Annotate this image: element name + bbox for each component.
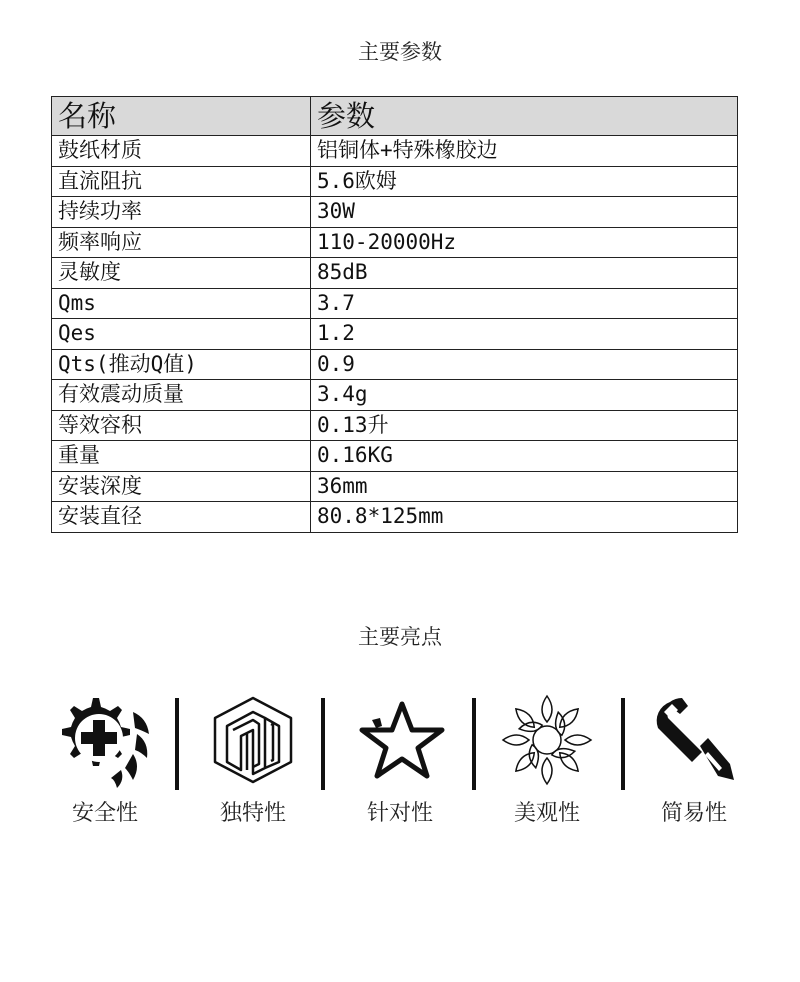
param-value-cell: 80.8*125mm: [311, 502, 738, 533]
param-name-cell: 直流阻抗: [52, 166, 311, 197]
feature-label: 针对性: [366, 801, 433, 826]
param-value-cell: 36mm: [311, 471, 738, 502]
table-row: [52, 227, 738, 258]
highlights-row: [0, 690, 800, 840]
table-row: [52, 166, 738, 197]
feature-targeted: [340, 690, 460, 827]
param-value-cell: 0.9: [311, 349, 738, 380]
feature-divider: [621, 698, 625, 790]
param-value-cell: 0.16KG: [311, 441, 738, 472]
table-row: [52, 410, 738, 441]
param-name-cell: 安装直径: [52, 502, 311, 533]
table-row: [52, 136, 738, 167]
highlights-section-title: 主要亮点: [358, 625, 442, 649]
feature-label: 美观性: [513, 801, 580, 826]
table-row: [52, 441, 738, 472]
table-row: [52, 349, 738, 380]
feature-label: 安全性: [71, 801, 138, 826]
param-name-cell: 安装深度: [52, 471, 311, 502]
params-section-title: 主要参数: [358, 40, 442, 64]
table-header-row: [52, 97, 738, 136]
feature-safety: [45, 690, 165, 827]
table-row: [52, 258, 738, 289]
param-name-cell: Qts(推动Q值): [52, 349, 311, 380]
param-name-cell: 有效震动质量: [52, 380, 311, 411]
header-value: 参数: [311, 97, 738, 136]
param-name-cell: Qms: [52, 288, 311, 319]
feature-label: 简易性: [660, 801, 727, 826]
param-value-cell: 30W: [311, 197, 738, 228]
table-row: [52, 288, 738, 319]
table-row: [52, 319, 738, 350]
param-value-cell: 1.2: [311, 319, 738, 350]
table-row: [52, 380, 738, 411]
param-name-cell: 鼓纸材质: [52, 136, 311, 167]
param-name-cell: 频率响应: [52, 227, 311, 258]
star-icon: [350, 690, 450, 790]
feature-divider: [472, 698, 476, 790]
param-value-cell: 铝铜体+特殊橡胶边: [311, 136, 738, 167]
table-row: [52, 502, 738, 533]
param-value-cell: 5.6欧姆: [311, 166, 738, 197]
feature-divider: [321, 698, 325, 790]
wrench-screwdriver-icon: [644, 690, 744, 790]
param-name-cell: 重量: [52, 441, 311, 472]
params-table: [51, 96, 738, 533]
feature-aesthetic: [487, 690, 607, 827]
feature-divider: [175, 698, 179, 790]
feature-label: 独特性: [219, 801, 286, 826]
param-name-cell: 灵敏度: [52, 258, 311, 289]
table-row: [52, 471, 738, 502]
param-name-cell: 等效容积: [52, 410, 311, 441]
flower-icon: [497, 690, 597, 790]
param-name-cell: 持续功率: [52, 197, 311, 228]
param-value-cell: 3.4g: [311, 380, 738, 411]
param-name-cell: Qes: [52, 319, 311, 350]
header-name: 名称: [52, 97, 311, 136]
param-value-cell: 3.7: [311, 288, 738, 319]
param-value-cell: 110-20000Hz: [311, 227, 738, 258]
table-row: [52, 197, 738, 228]
param-value-cell: 85dB: [311, 258, 738, 289]
feature-simplicity: [634, 690, 754, 827]
feature-unique: [193, 690, 313, 827]
safety-gear-cross-icon: [55, 690, 155, 790]
unique-hexagon-icon: [203, 690, 303, 790]
param-value-cell: 0.13升: [311, 410, 738, 441]
